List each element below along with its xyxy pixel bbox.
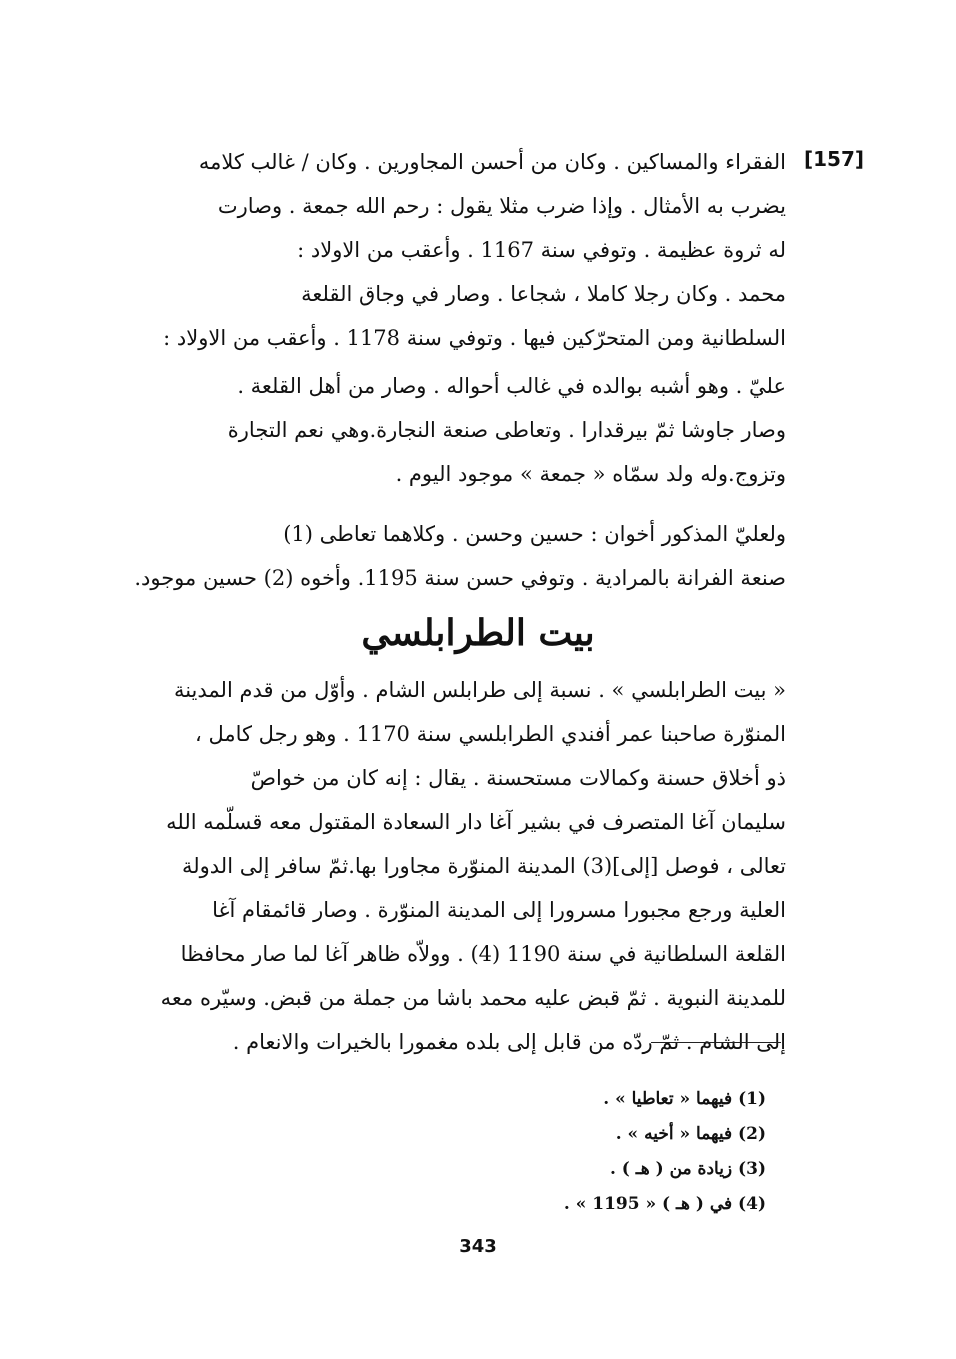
text-line: المنوّرة صاحبنا عمر أفندي الطرابلسي سنة 1170 . وهو رجل كامل ، [195, 722, 786, 746]
text-line: الفقراء والمساكين . وكان من أحسن المجاورين . وكان / غالب كلامه [198, 150, 786, 174]
paragraph-2 [106, 272, 786, 360]
text-line: له ثروة عظيمة . وتوفي سنة 1167 . وأعقب من الاولاد : [297, 238, 786, 262]
text-line: محمد . وكان رجلا كاملا ، شجاعا . وصار في وجاق القلعة [301, 282, 786, 306]
text-line: ولعليّ المذكور أخوان : حسين وحسن . وكلاهما تعاطى (1) [283, 522, 786, 546]
footnote: (3) زيادة من ( هـ ) . [609, 1159, 766, 1179]
text-line: العلية ورجع مجبورا مسرورا إلى المدينة المنوّرة . وصار قائمقام آغا [212, 898, 786, 922]
footnote-divider [651, 1042, 781, 1043]
section-heading: بيت الطرابلسي [361, 612, 595, 654]
text-line: عليّ . وهو أشبه بوالده في غالب أحواله . وصار من أهل القلعة . [237, 374, 786, 398]
margin-page-marker: [157] [803, 147, 864, 171]
footnote: (2) فيهما « أخيه » . [615, 1124, 766, 1144]
text-line: « بيت الطرابلسي » . نسبة إلى طرابلس الشام . وأوّل من قدم المدينة [173, 678, 786, 702]
footnote: (1) فيهما « تعاطيا » . [603, 1089, 766, 1109]
text-line: وصار جاوشا ثمّ بيرقدارا . وتعاطى صنعة النجارة.وهي نعم التجارة [227, 418, 786, 442]
text-line: صنعة الفرانة بالمرادية . وتوفي حسن سنة 1195. وأخوه (2) حسين موجود. [134, 566, 786, 590]
text-line: سليمان آغا المتصرف في بشير آغا دار السعادة المقتول معه قسلّمه الله [166, 810, 786, 834]
paragraph-5 [106, 668, 786, 1064]
footnotes [346, 1082, 766, 1222]
text-line: للمدينة النبوية . ثمّ قبض عليه محمد باشا من جملة من قبض. وسيّره معه [160, 986, 786, 1010]
text-line: القلعة السلطانية في سنة 1190 (4) . وولاّه ظاهر آغا لما صار محافظا [180, 942, 786, 966]
text-line: ذو أخلاق حسنة وكمالات مستحسنة . يقال : إنه كان من خواصّ [250, 766, 786, 790]
text-line: يضرب به الأمثال . وإذا ضرب مثلا يقول : رحم الله جمعة . وصارت [217, 194, 786, 218]
paragraph-3 [106, 364, 786, 496]
text-line: وتزوج.وله ولد سمّاه « جمعة » موجود اليوم . [395, 462, 786, 486]
footnote: (4) في ( هـ ) « 1195 » . [563, 1194, 766, 1214]
paragraph-4 [106, 512, 786, 600]
page-number: 343 [459, 1236, 497, 1257]
paragraph-1 [106, 140, 786, 272]
text-line: تعالى ، فوصل [إلى](3) المدينة المنوّرة مجاورا بها.ثمّ سافر إلى الدولة [181, 854, 786, 878]
text-line: السلطانية ومن المتحرّكين فيها . وتوفي سنة 1178 . وأعقب من الاولاد : [163, 326, 786, 350]
text-line: إلى الشام . ثمّ ردّه من قابل إلى بلده مغمورا بالخيرات والانعام . [232, 1030, 786, 1054]
